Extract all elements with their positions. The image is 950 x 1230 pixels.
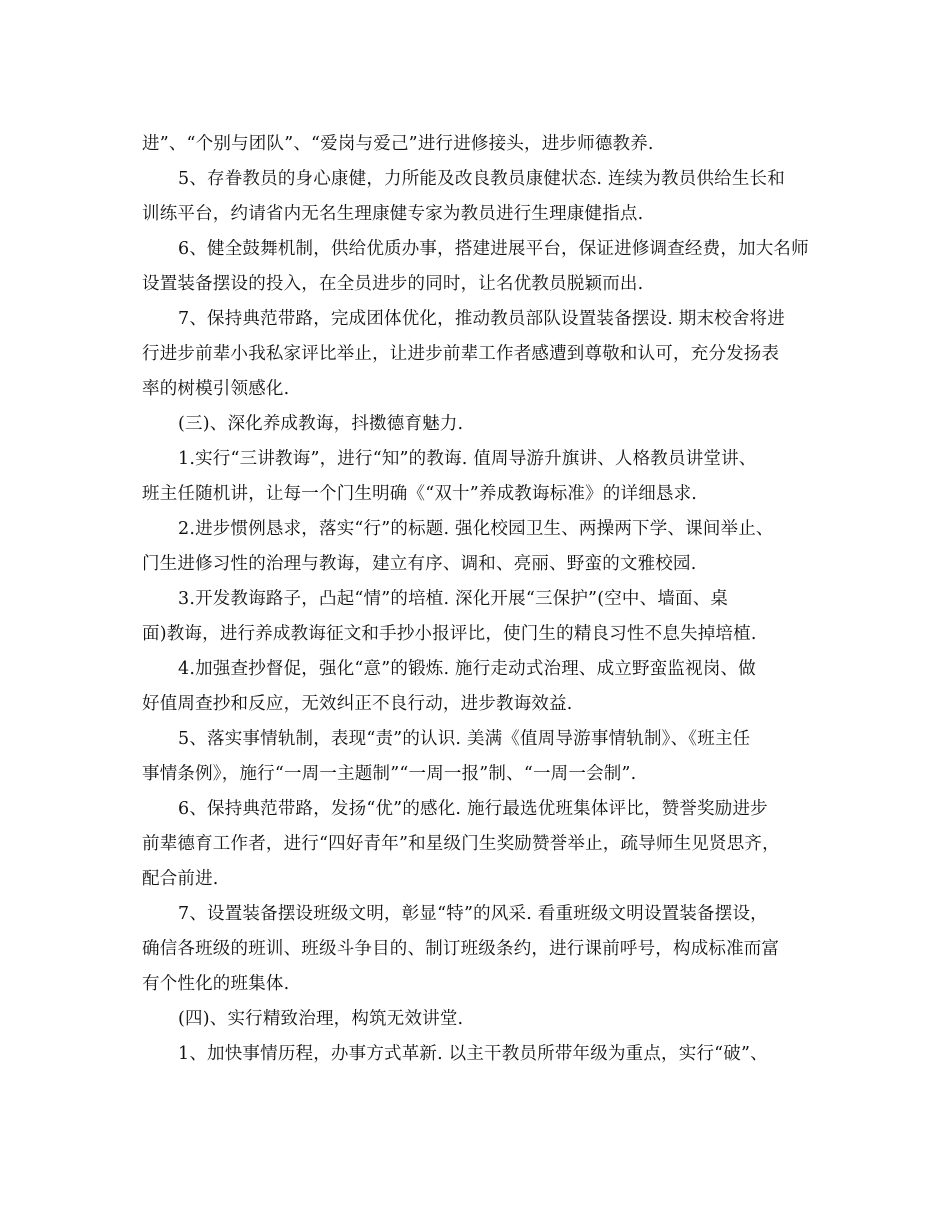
text-line: 事情条例》，施行“一周一主题制”“一周一报”制、“一周一会制”. bbox=[142, 764, 637, 784]
text-line: 3.开发教诲路子，凸起“情”的培植. 深化开展“三保护”(空中、墙面、桌 bbox=[178, 589, 729, 609]
paragraph bbox=[142, 407, 810, 442]
text-line: 门生进修习性的治理与教诲，建立有序、调和、亮丽、野蛮的文雅校园. bbox=[142, 554, 697, 574]
text-line: 有个性化的班集体. bbox=[142, 974, 290, 994]
paragraph bbox=[142, 1002, 810, 1037]
text-line: 6、保持典范带路，发扬“优”的感化. 施行最选优班集体评比，赞誉奖励进步 bbox=[178, 799, 768, 819]
text-line: 确信各班级的班训、班级斗争目的、制订班级条约，进行课前呼号，构成标准而富 bbox=[142, 939, 780, 959]
paragraph bbox=[142, 897, 810, 1002]
text-line: 1.实行“三讲教诲”，进行“知”的教诲. 值周导游升旗讲、人格教员讲堂讲、 bbox=[178, 449, 757, 469]
text-line: 班主任随机讲，让每一个门生明确《“双十”养成教诲标准》的详细恳求. bbox=[142, 484, 698, 504]
paragraph bbox=[142, 127, 810, 162]
text-line: 进”、“个别与团队”、“爱岗与爱己”进行进修接头，进步师德教养. bbox=[142, 134, 654, 154]
text-line: 6、健全鼓舞机制，供给优质办事，搭建进展平台，保证进修调查经费，加大名师 bbox=[178, 239, 809, 259]
text-line: 设置装备摆设的投入，在全员进步的同时，让名优教员脱颖而出. bbox=[142, 274, 644, 294]
text-line: 7、设置装备摆设班级文明，彰显“特”的风采. 看重班级文明设置装备摆设， bbox=[178, 904, 768, 924]
paragraph bbox=[142, 1037, 810, 1072]
text-line: 5、落实事情轨制，表现“责”的认识. 美满《值周导游事情轨制》、《班主任 bbox=[178, 729, 751, 749]
document-body bbox=[142, 127, 810, 1072]
paragraph bbox=[142, 792, 810, 897]
paragraph bbox=[142, 722, 810, 792]
paragraph bbox=[142, 442, 810, 512]
paragraph bbox=[142, 232, 810, 302]
paragraph bbox=[142, 582, 810, 652]
text-line: (三)、深化养成教诲，抖擞德育魅力. bbox=[178, 414, 464, 434]
text-line: 5、存眷教员的身心康健，力所能及改良教员康健状态. 连续为教员供给生长和 bbox=[178, 169, 785, 189]
text-line: 前辈德育工作者，进行“四好青年”和星级门生奖励赞誉举止，疏导师生见贤思齐， bbox=[142, 834, 780, 854]
text-line: 面)教诲，进行养成教诲征文和手抄小报评比，使门生的精良习性不息失掉培植. bbox=[142, 624, 757, 644]
text-line: 1、加快事情历程，办事方式革新. 以主干教员所带年级为重点，实行“破”、 bbox=[178, 1044, 768, 1064]
paragraph bbox=[142, 302, 810, 407]
text-line: 好值周查抄和反应，无效纠正不良行动，进步教诲效益. bbox=[142, 694, 573, 714]
text-line: 2.进步惯例恳求，落实“行”的标题. 强化校园卫生、两操两下学、课间举止、 bbox=[178, 519, 774, 539]
text-line: 7、保持典范带路，完成团体优化，推动教员部队设置装备摆设. 期末校舍将进 bbox=[178, 309, 785, 329]
paragraph bbox=[142, 652, 810, 722]
paragraph bbox=[142, 162, 810, 232]
text-line: 率的树模引领感化. bbox=[142, 379, 290, 399]
text-line: 4.加强查抄督促，强化“意”的锻炼. 施行走动式治理、成立野蛮监视岗、做 bbox=[178, 659, 756, 679]
text-line: 配合前进. bbox=[142, 869, 219, 889]
text-line: (四)、实行精致治理，构筑无效讲堂. bbox=[178, 1009, 464, 1029]
text-line: 训练平台，约请省内无名生理康健专家为教员进行生理康健指点. bbox=[142, 204, 644, 224]
paragraph bbox=[142, 512, 810, 582]
text-line: 行进步前辈小我私家评比举止，让进步前辈工作者感遭到尊敬和认可，充分发扬表 bbox=[142, 344, 780, 364]
